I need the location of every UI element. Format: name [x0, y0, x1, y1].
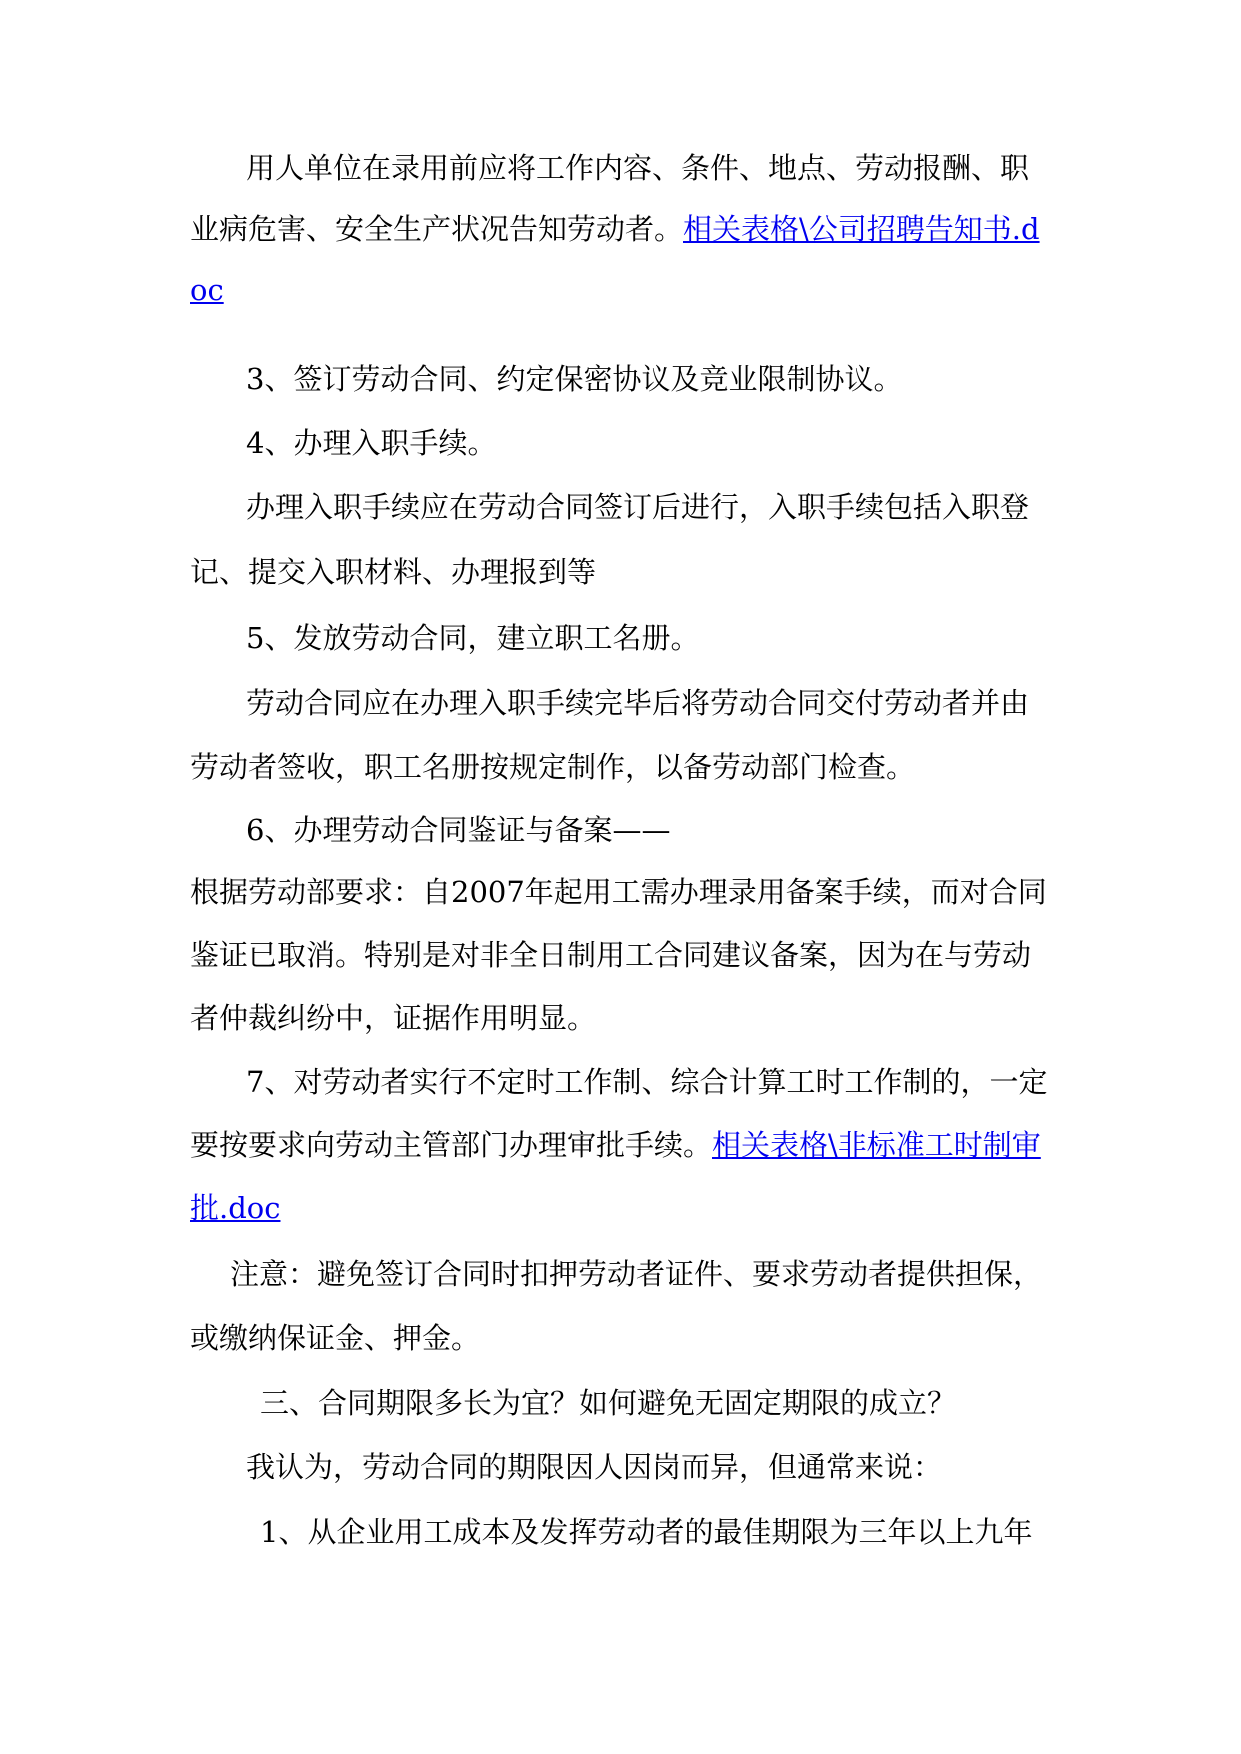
paragraph-line — [246, 1447, 1126, 1487]
paragraph-line — [190, 209, 1070, 249]
line-text: 三、合同期限多长为宜？如何避免无固定期限的成立？ — [260, 1386, 957, 1420]
nonstandard-hours-approval-link-continued[interactable]: 批.doc — [190, 1191, 281, 1225]
line-text: 6、办理劳动合同鉴证与备案—— — [246, 813, 671, 847]
line-text: 注意：避免签订合同时扣押劳动者证件、要求劳动者提供担保， — [230, 1257, 1043, 1291]
paragraph-line — [190, 1125, 1070, 1165]
paragraph-line — [190, 552, 1070, 592]
paragraph-line — [190, 935, 1070, 975]
line-text: 者仲裁纠纷中，证据作用明显。 — [190, 1001, 597, 1035]
paragraph-line — [246, 148, 1126, 188]
paragraph-line — [190, 270, 1070, 310]
line-text: 劳动者签收，职工名册按规定制作，以备劳动部门检查。 — [190, 750, 916, 784]
paragraph-line — [246, 810, 1126, 850]
paragraph-line — [246, 423, 1126, 463]
paragraph-line — [246, 487, 1126, 527]
paragraph-line — [190, 998, 1070, 1038]
paragraph-line — [260, 1512, 1140, 1552]
line-text: 7、对劳动者实行不定时工作制、综合计算工时工作制的，一定 — [246, 1065, 1048, 1099]
section-heading — [260, 1383, 1140, 1423]
line-text: 记、提交入职材料、办理报到等 — [190, 555, 597, 589]
line-text: 鉴证已取消。特别是对非全日制用工合同建议备案，因为在与劳动 — [190, 938, 1032, 972]
line-text: 或缴纳保证金、押金。 — [190, 1321, 481, 1355]
line-text: 业病危害、安全生产状况告知劳动者。 — [190, 212, 684, 246]
line-text: 要按要求向劳动主管部门办理审批手续。 — [190, 1128, 713, 1162]
line-text: 我认为，劳动合同的期限因人因岗而异，但通常来说： — [246, 1450, 943, 1484]
line-text: 4、办理入职手续。 — [246, 426, 497, 460]
paragraph-line — [246, 359, 1126, 399]
paragraph-line — [246, 1062, 1126, 1102]
recruitment-notice-link[interactable]: 相关表格\公司招聘告知书.d — [683, 212, 1040, 246]
line-text: 1、从企业用工成本及发挥劳动者的最佳期限为三年以上九年 — [260, 1515, 1033, 1549]
line-text: 办理入职手续应在劳动合同签订后进行，入职手续包括入职登 — [246, 490, 1030, 524]
paragraph-line — [246, 683, 1126, 723]
line-text: 5、发放劳动合同，建立职工名册。 — [246, 621, 700, 655]
nonstandard-hours-approval-link[interactable]: 相关表格\非标准工时制审 — [712, 1128, 1041, 1162]
paragraph-line — [246, 618, 1126, 658]
recruitment-notice-link-continued[interactable]: oc — [190, 273, 224, 307]
paragraph-line — [190, 1318, 1070, 1358]
line-text: 用人单位在录用前应将工作内容、条件、地点、劳动报酬、职 — [246, 151, 1030, 185]
paragraph-line — [190, 1188, 1070, 1228]
paragraph-line — [190, 872, 1070, 912]
line-text: 劳动合同应在办理入职手续完毕后将劳动合同交付劳动者并由 — [246, 686, 1030, 720]
line-text: 根据劳动部要求：自2007年起用工需办理录用备案手续，而对合同 — [190, 875, 1047, 909]
paragraph-line — [190, 747, 1070, 787]
paragraph-line — [230, 1254, 1110, 1294]
line-text: 3、签订劳动合同、约定保密协议及竞业限制协议。 — [246, 362, 903, 396]
